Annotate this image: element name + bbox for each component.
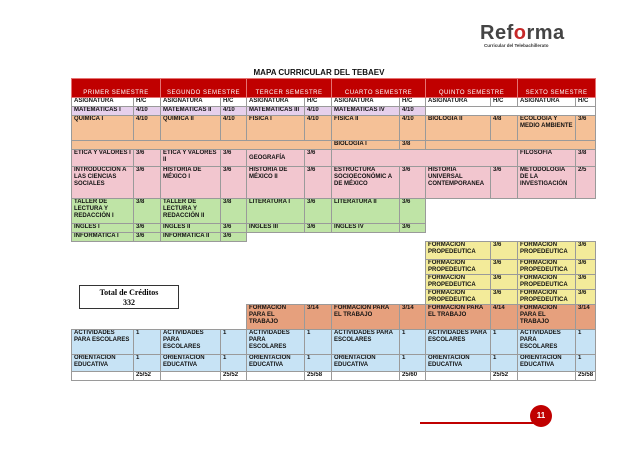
credit-cell: 1: [576, 355, 596, 372]
subject-cell: FILOSOFIA: [518, 150, 576, 167]
credit-cell: 3/6: [305, 167, 332, 199]
subject-cell: ESTRUCTURA SOCIOECONÓMIC A DE MÉXICO: [332, 167, 400, 199]
ethics-row: [72, 150, 596, 167]
math-row: [72, 107, 596, 116]
credit-cell: 4/10: [221, 116, 247, 141]
subject-cell: ACTIVIDADES PARA ESCOLARES: [247, 330, 305, 355]
reforma-logo: [480, 22, 590, 52]
credit-cell: 3/6: [576, 290, 596, 305]
total-cell: 25/58: [576, 372, 596, 381]
empty-cell: [426, 224, 596, 233]
column-header-row: [72, 98, 596, 107]
credit-cell: 4/10: [305, 107, 332, 116]
social-row: [72, 167, 596, 199]
page-title: MAPA CURRICULAR DEL TEBAEV: [253, 68, 385, 77]
semester-5-header: QUINTO SEMESTRE: [426, 79, 518, 98]
subject-cell: FORMACIÓN PARA EL TRABAJO: [518, 305, 576, 330]
subject-cell: GEOGRAFÍA: [247, 150, 305, 167]
semester-4-header: CUARTO SEMESTRE: [332, 79, 426, 98]
science-row: [72, 116, 596, 141]
empty-cell: [332, 372, 400, 381]
credit-cell: 1: [305, 355, 332, 372]
credit-cell: 1: [491, 330, 518, 355]
subject-cell: FORMACIÓN PROPEDEUTICA: [518, 242, 576, 260]
credit-cell: 1: [576, 330, 596, 355]
credit-cell: 3/6: [491, 242, 518, 260]
credit-cell: 2/5: [576, 167, 596, 199]
empty-cell: [332, 150, 518, 167]
subject-cell: FORMACIÓN PROPEDEUTICA: [518, 275, 576, 290]
subject-cell: HISTORIA UNIVERSAL CONTEMPORANEA: [426, 167, 491, 199]
credit-cell: 1: [221, 355, 247, 372]
credit-cell: 1: [491, 355, 518, 372]
credit-cell: 3/6: [576, 242, 596, 260]
subject-cell: ACTIVIDADES PARA ESCOLARES: [161, 330, 221, 355]
reading-row: [72, 199, 596, 224]
col-asignatura: ASIGNATURA: [247, 98, 305, 107]
empty-cell: [426, 199, 596, 224]
col-hc: H/C: [400, 98, 426, 107]
credit-cell: 4/10: [221, 107, 247, 116]
credit-cell: 4/14: [491, 305, 518, 330]
col-asignatura: ASIGNATURA: [332, 98, 400, 107]
totals-row: [72, 372, 596, 381]
subject-cell: QUIMICA I: [72, 116, 134, 141]
total-cell: 25/60: [400, 372, 426, 381]
subject-cell: INFORMATICA II: [161, 233, 221, 242]
subject-cell: MATEMATICAS I: [72, 107, 134, 116]
total-cell: 25/52: [134, 372, 161, 381]
credit-cell: 3/6: [576, 275, 596, 290]
empty-cell: [426, 107, 596, 116]
subject-cell: HISTORIA DE MÉXICO I: [161, 167, 221, 199]
subject-cell: TALLER DE LECTURA Y REDACCIÓN I: [72, 199, 134, 224]
subject-cell: MATEMATICAS IV: [332, 107, 400, 116]
subject-cell: FORMACIÓN PROPEDEUTICA: [518, 290, 576, 305]
credit-cell: 1: [221, 330, 247, 355]
page-number: 11: [530, 405, 552, 427]
credit-cell: 3/6: [400, 224, 426, 233]
propedeutic-row: [72, 242, 596, 260]
subject-cell: ECOLOGÍA Y MEDIO AMBIENTE: [518, 116, 576, 141]
subject-cell: ACTIVIDADES PARA ESCOLARES: [332, 330, 400, 355]
empty-cell: [72, 141, 332, 150]
logo-tagline: Curricular del Telebachillerato: [484, 43, 549, 48]
subject-cell: INTRODUCCIÓN A LAS CIENCIAS SOCIALES: [72, 167, 134, 199]
subject-cell: BIOLOGIA II: [426, 116, 491, 141]
english-row: [72, 224, 596, 233]
empty-cell: [518, 372, 576, 381]
propedeutic-row: [72, 260, 596, 275]
credit-cell: 3/6: [400, 167, 426, 199]
credit-cell: 4/10: [305, 116, 332, 141]
credit-cell: 3/6: [221, 224, 247, 233]
credit-cell: 3/6: [491, 167, 518, 199]
credit-cell: 4/10: [134, 116, 161, 141]
subject-cell: ETICA Y VALORES I: [72, 150, 134, 167]
semester-3-header: TERCER SEMESTRE: [247, 79, 332, 98]
col-asignatura: ASIGNATURA: [72, 98, 134, 107]
subject-cell: FORMACIÓN PARA EL TRABAJO: [332, 305, 400, 330]
subject-cell: FORMACIÓN PROPEDEUTICA: [426, 290, 491, 305]
credit-cell: 3/6: [134, 233, 161, 242]
footer-rule: [420, 422, 548, 424]
subject-cell: LITERATURA II: [332, 199, 400, 224]
credit-cell: 3/6: [305, 150, 332, 167]
credit-cell: 1: [134, 355, 161, 372]
credit-cell: 3/6: [221, 167, 247, 199]
credit-cell: 4/10: [134, 107, 161, 116]
subject-cell: INGLES III: [247, 224, 305, 233]
biology-row: [72, 141, 596, 150]
subject-cell: ETICA Y VALORES II: [161, 150, 221, 167]
subject-cell: HISTORIA DE MÉXICO II: [247, 167, 305, 199]
subject-cell: INGLES IV: [332, 224, 400, 233]
credit-cell: 3/6: [305, 199, 332, 224]
subject-cell: FORMACIÓN PROPEDEUTICA: [426, 275, 491, 290]
subject-cell: LITERATURA I: [247, 199, 305, 224]
subject-cell: ORIENTACION EDUCATIVA: [161, 355, 221, 372]
curricular-map-table: [71, 78, 596, 381]
credit-cell: 3/8: [134, 199, 161, 224]
total-credits-box: [79, 285, 179, 309]
subject-cell: INFORMATICA I: [72, 233, 134, 242]
subject-cell: FORMACIÓN PARA EL TRABAJO: [426, 305, 491, 330]
credit-cell: 3/6: [134, 167, 161, 199]
col-hc: H/C: [221, 98, 247, 107]
subject-cell: BIOLOGÍA I: [332, 141, 400, 150]
subject-cell: ACTIVIDADES PARA ESCOLARES: [72, 330, 134, 355]
credit-cell: 3/6: [134, 150, 161, 167]
credit-cell: 3/6: [305, 224, 332, 233]
informatics-row: [72, 233, 596, 242]
orientation-row: [72, 355, 596, 372]
empty-cell: [426, 141, 596, 150]
empty-cell: [72, 372, 134, 381]
credit-cell: 4/8: [491, 116, 518, 141]
subject-cell: FORMACIÓN PROPEDEUTICA: [518, 260, 576, 275]
col-hc: H/C: [305, 98, 332, 107]
col-hc: H/C: [491, 98, 518, 107]
semester-1-header: PRIMER SEMESTRE: [72, 79, 161, 98]
total-cell: 25/52: [491, 372, 518, 381]
credit-cell: 3/6: [576, 116, 596, 141]
subject-cell: METODOLOGÍA DE LA INVESTIGACIÓN: [518, 167, 576, 199]
subject-cell: QUIMICA II: [161, 116, 221, 141]
total-credits-label: Total de Créditos: [99, 288, 159, 297]
credit-cell: 3/8: [221, 199, 247, 224]
credit-cell: 3/14: [305, 305, 332, 330]
logo-wordmark: Reforma: [480, 22, 565, 44]
credit-cell: 4/10: [400, 116, 426, 141]
credit-cell: 3/6: [400, 199, 426, 224]
credit-cell: 3/6: [221, 233, 247, 242]
empty-cell: [247, 233, 596, 242]
semester-6-header: SEXTO SEMESTRE: [518, 79, 596, 98]
subject-cell: ORIENTACIÓN EDUCATIVA: [426, 355, 491, 372]
credit-cell: 1: [305, 330, 332, 355]
subject-cell: FISICA I: [247, 116, 305, 141]
credit-cell: 3/8: [576, 150, 596, 167]
credit-cell: 1: [400, 355, 426, 372]
col-asignatura: ASIGNATURA: [426, 98, 491, 107]
subject-cell: ACTIVIDADES PARA ESCOLARES: [518, 330, 576, 355]
empty-cell: [161, 372, 221, 381]
col-asignatura: ASIGNATURA: [518, 98, 576, 107]
subject-cell: INGLES I: [72, 224, 134, 233]
subject-cell: FORMACIÓN PARA EL TRABAJO: [247, 305, 305, 330]
credit-cell: 3/8: [400, 141, 426, 150]
semester-header-row: [72, 79, 596, 98]
credit-cell: 3/14: [576, 305, 596, 330]
subject-cell: INGLES II: [161, 224, 221, 233]
col-hc: H/C: [576, 98, 596, 107]
credit-cell: 1: [134, 330, 161, 355]
subject-cell: MATEMATICAS II: [161, 107, 221, 116]
subject-cell: ORIENTACIÓN EDUCATIVA: [247, 355, 305, 372]
credit-cell: 3/6: [491, 290, 518, 305]
activities-row: [72, 330, 596, 355]
subject-cell: FORMACIÓN PROPEDEUTICA: [426, 260, 491, 275]
credit-cell: 4/10: [400, 107, 426, 116]
credit-cell: 3/6: [134, 224, 161, 233]
col-hc: H/C: [134, 98, 161, 107]
subject-cell: ORIENTACIÓN EDUCATIVA: [72, 355, 134, 372]
credit-cell: 3/14: [400, 305, 426, 330]
subject-cell: FISICA II: [332, 116, 400, 141]
credit-cell: 3/6: [491, 260, 518, 275]
empty-cell: [247, 372, 305, 381]
total-cell: 25/52: [221, 372, 247, 381]
empty-cell: [426, 372, 491, 381]
semester-2-header: SEGUNDO SEMESTRE: [161, 79, 247, 98]
subject-cell: ORIENTACIÓN EDUCATIVA: [518, 355, 576, 372]
credit-cell: 3/6: [491, 275, 518, 290]
subject-cell: FORMACIÓN PROPEDEUTICA: [426, 242, 491, 260]
credit-cell: 3/6: [576, 260, 596, 275]
total-credits-value: 332: [123, 298, 135, 307]
credit-cell: 1: [400, 330, 426, 355]
subject-cell: TALLER DE LECTURA Y REDACCIÓN II: [161, 199, 221, 224]
credit-cell: 3/6: [221, 150, 247, 167]
col-asignatura: ASIGNATURA: [161, 98, 221, 107]
empty-cell: [72, 242, 426, 260]
empty-cell: [72, 260, 426, 275]
total-cell: 25/58: [305, 372, 332, 381]
subject-cell: ACTIVIDADES PARA ESCOLARES: [426, 330, 491, 355]
subject-cell: ORIENTACIÓN EDUCATIVA: [332, 355, 400, 372]
subject-cell: MATEMATICAS III: [247, 107, 305, 116]
